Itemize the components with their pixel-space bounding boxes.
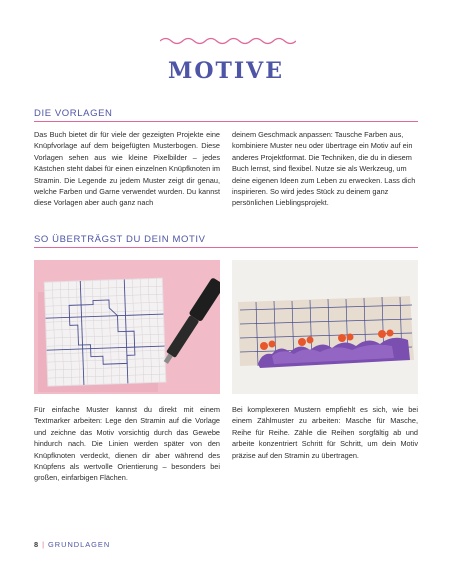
page-number: 8 — [34, 540, 40, 549]
uebertragen-text-right: Bei komplexeren Mustern empfiehlt es sich, wie bei einem Zählmuster zu arbeiten: Masche für Masche, Reihe für Reihe. Zähle die Reihen sorgfältig ab und arbeite konzentriert Schritt für Schritt, um dein Motiv präzise auf den Stramin zu übertragen. — [232, 405, 418, 460]
vorlagen-text-right: deinem Geschmack anpassen: Tausche Farben aus, kombiniere Muster neu oder übertrage ein Motiv auf ein anderes Projektformat. Die Techniken, die du in diesem Buch lernst, sind flexibel. Nutze sie als Werkzeug, um deine eigenen Ideen zum Leben zu erwecken. Lass dich inspirieren. So wird jedes Stück zu deinem ganz persönlichen Lieblingsprojekt. — [232, 130, 416, 208]
section-heading-vorlagen: DIE VORLAGEN — [34, 108, 113, 119]
section-heading-uebertragen: SO ÜBERTRÄGST DU DEIN MOTIV — [34, 234, 206, 245]
canvas-with-marker-photo — [34, 260, 220, 394]
vorlagen-text-left: Das Buch bietet dir für viele der gezeigten Projekte eine Knüpfvorlage auf dem beigefügten Musterbogen. Diese Vorlagen sehen aus wie kleine Pixelbilder – jedes Kästchen steht dabei für einen einzelnen Knüpfknoten im Stramin. Die Legende zu jedem Muster zeigt dir genau, welche Farben und Garne verwendet wurden. Du kannst diese Vorlagen aber auch ganz nach — [34, 130, 220, 208]
uebertragen-text-left: Für einfache Muster kannst du direkt mit einem Textmarker arbeiten: Lege den Stramin auf die Vorlage und zeichne das Motiv vorsichtig durch das Gewebe hindurch nach. Die Linien werden später von den Knüpfknoten verdeckt, dienen dir aber während des Knüpfens als wertvolle Orientierung – besonders bei großen, einfarbigen Flächen. — [34, 405, 220, 483]
page-title: MOTIVE — [167, 58, 285, 84]
footer-separator: | — [42, 540, 46, 549]
chapter-name: GRUNDLAGEN — [48, 540, 111, 549]
section-rule — [34, 121, 418, 122]
canvas-with-knots-photo — [232, 260, 418, 394]
decorative-wave — [160, 36, 296, 46]
section-rule — [34, 247, 418, 248]
page-footer — [34, 540, 110, 549]
